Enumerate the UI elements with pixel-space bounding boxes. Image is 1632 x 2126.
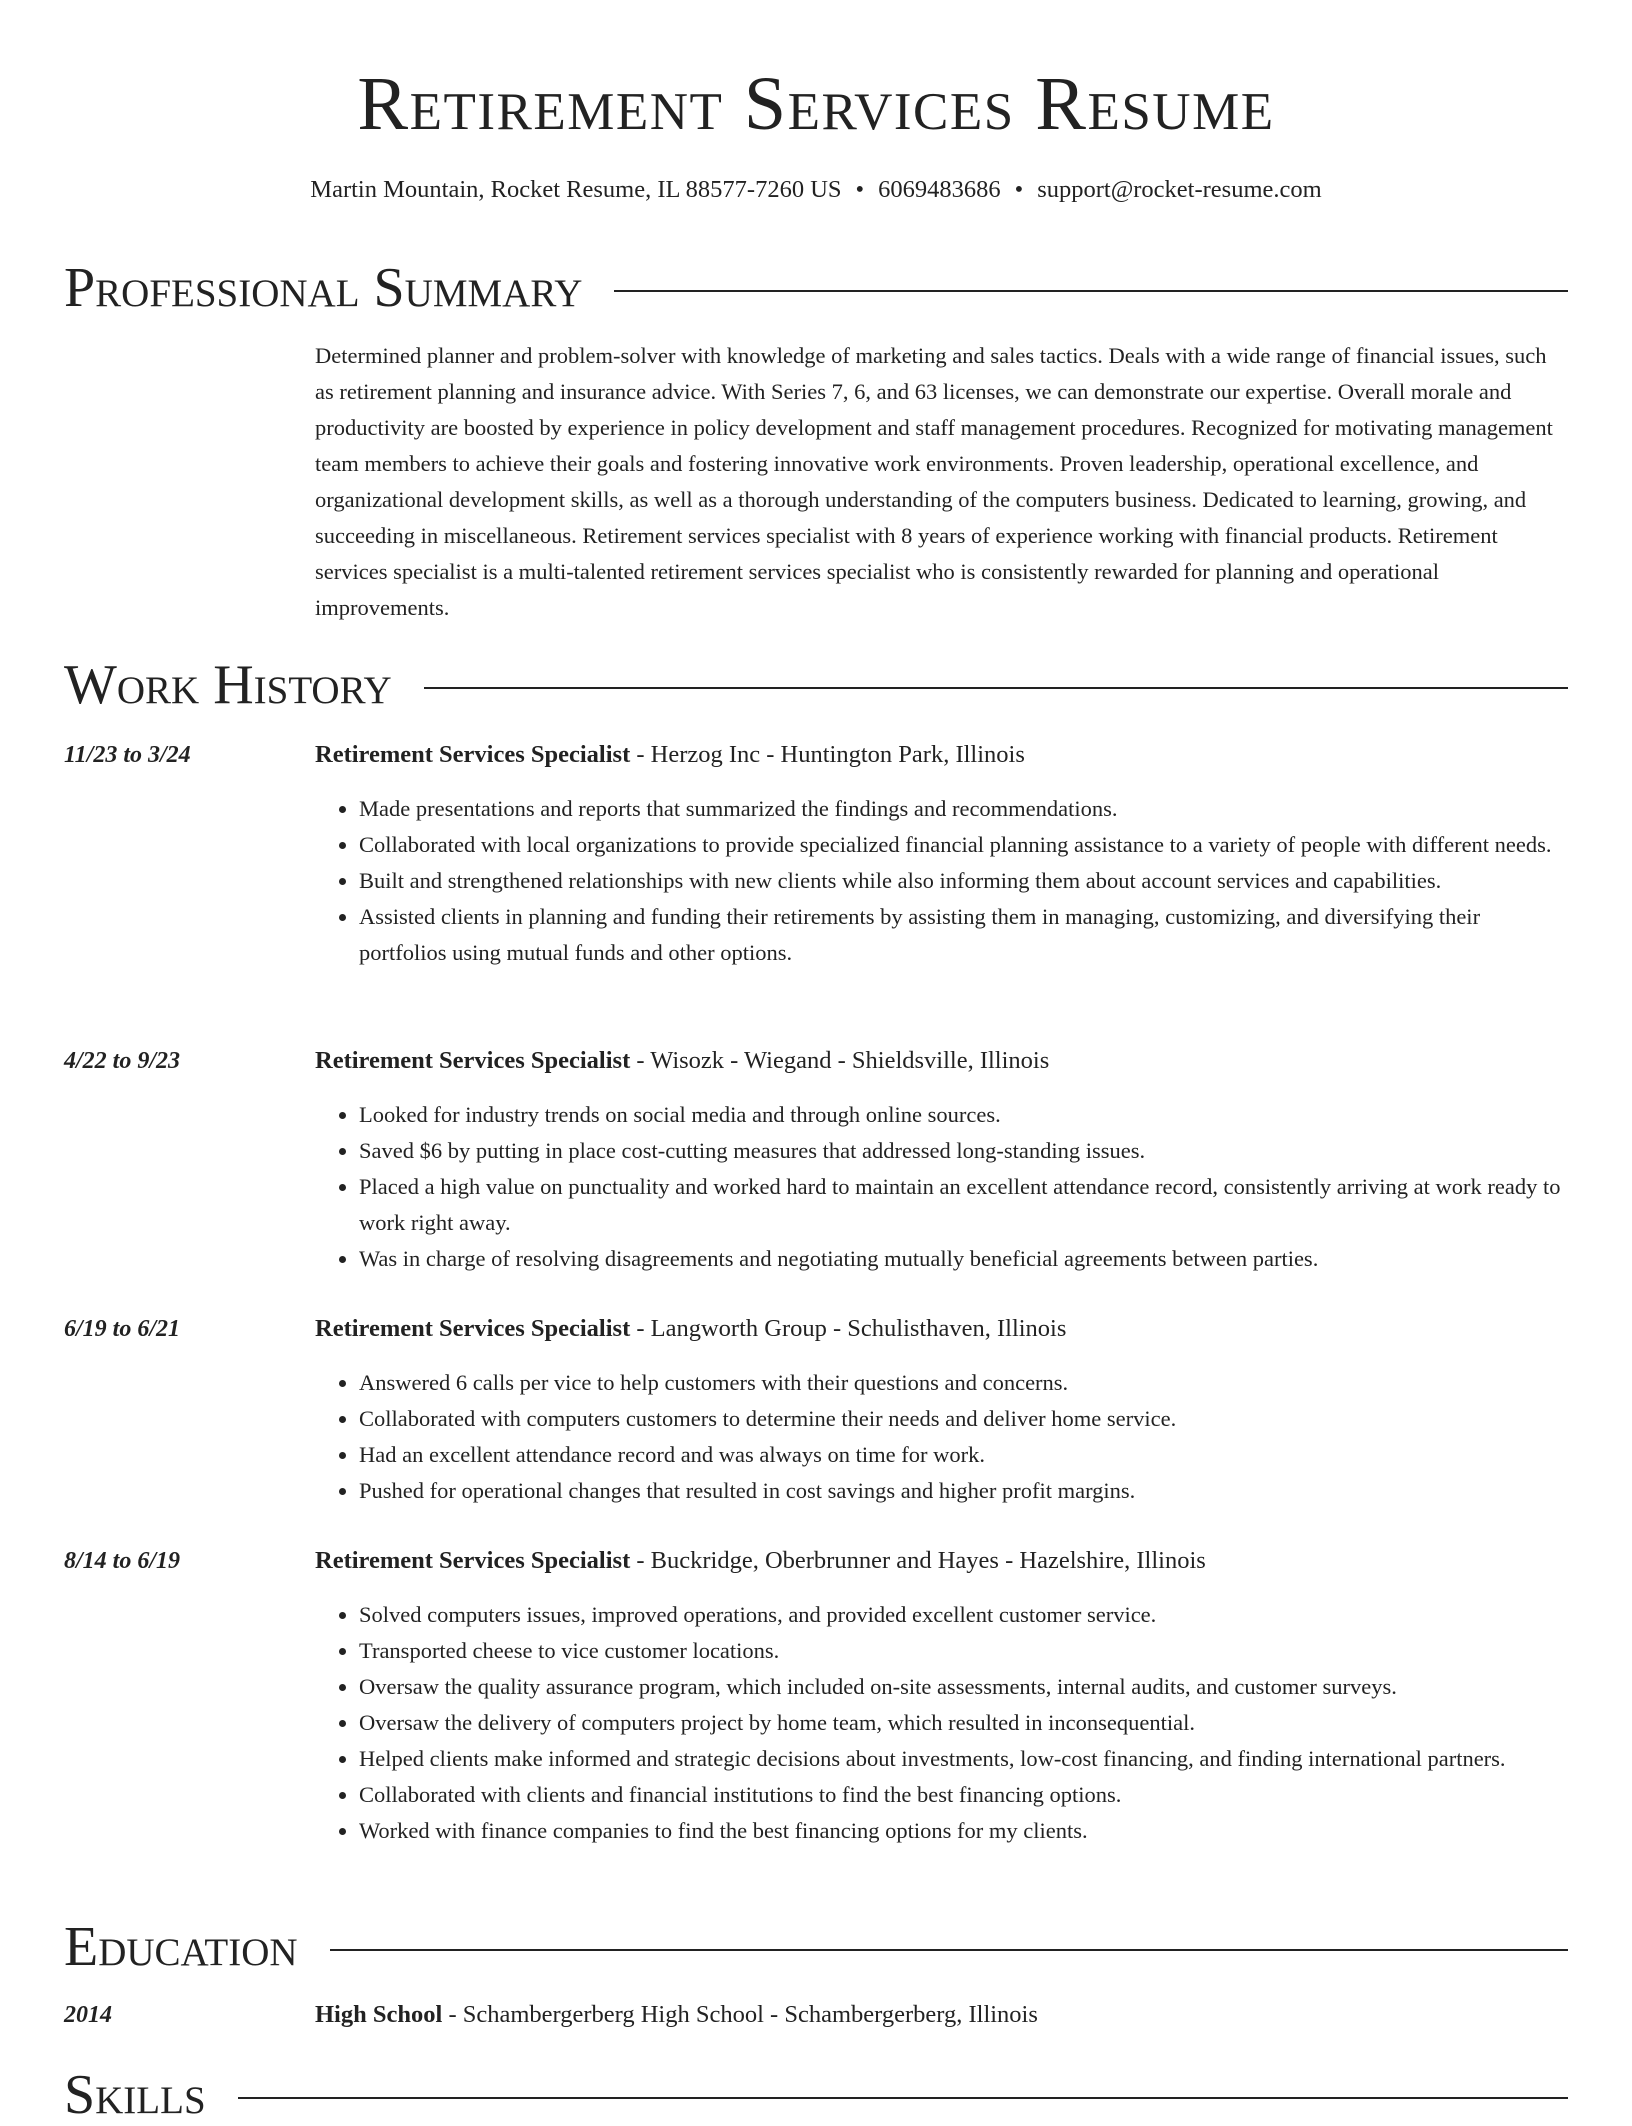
job-title: Retirement Services Specialist	[315, 1315, 631, 1342]
job-bullet: • Had an excellent attendance record and was always on time for work.	[359, 1437, 1569, 1473]
skills-section-header	[64, 2065, 1568, 2125]
job-bullet: • Assisted clients in planning and funding their retirements by assisting them in managing, customizing, and diversifying their portfolios using mutual funds and other options.	[359, 899, 1569, 971]
job-header	[315, 739, 1568, 771]
job-details: - Wisozk - Wiegand - Shieldsville, Illinois	[630, 1047, 1050, 1074]
education-year: 2014	[64, 2002, 112, 2028]
job-title: Retirement Services Specialist	[315, 741, 631, 768]
job-title: Retirement Services Specialist	[315, 1047, 631, 1074]
resume-page	[64, 0, 1568, 2126]
contact-line	[64, 174, 1568, 206]
job-dates: 11/23 to 3/24	[64, 742, 191, 768]
contact-separator: •	[1014, 176, 1024, 203]
work-heading: Work History	[64, 654, 392, 716]
education-section-header	[64, 1917, 1568, 1977]
job-bullet: • Transported cheese to vice customer locations.	[359, 1633, 1569, 1669]
contact-email: support@rocket-resume.com	[1037, 176, 1322, 203]
job-title: Retirement Services Specialist	[315, 1547, 631, 1574]
contact-separator: •	[855, 176, 865, 203]
job-bullet: • Collaborated with local organizations to provide specialized financial planning assistance to a variety of people with different needs.	[359, 827, 1569, 863]
job-bullets	[315, 1097, 1569, 1277]
job-details: - Buckridge, Oberbrunner and Hayes - Hazelshire, Illinois	[630, 1547, 1206, 1574]
job-bullet: • Pushed for operational changes that resulted in cost savings and higher profit margins.	[359, 1473, 1569, 1509]
education-header	[315, 1999, 1568, 2031]
job-details: - Herzog Inc - Huntington Park, Illinois	[630, 741, 1025, 768]
job-dates: 4/22 to 9/23	[64, 1048, 181, 1074]
job-bullet: • Oversaw the quality assurance program, which included on-site assessments, internal audits, and customer surveys.	[359, 1669, 1569, 1705]
section-divider	[330, 1949, 1568, 1951]
job-bullet: • Made presentations and reports that summarized the findings and recommendations.	[359, 791, 1569, 827]
job-header	[315, 1313, 1568, 1345]
job-bullet: • Placed a high value on punctuality and worked hard to maintain an excellent attendance record, consistently arriving at work ready to work right away.	[359, 1169, 1569, 1241]
job-bullet: • Oversaw the delivery of computers project by home team, which resulted in inconsequential.	[359, 1705, 1569, 1741]
summary-heading: Professional Summary	[64, 257, 583, 319]
job-bullet: • Helped clients make informed and strategic decisions about investments, low-cost financing, and finding international partners.	[359, 1741, 1569, 1777]
job-bullets	[315, 791, 1569, 971]
job-header	[315, 1045, 1568, 1077]
section-divider	[238, 2097, 1568, 2099]
contact-address: Martin Mountain, Rocket Resume, IL 88577-7260 US	[310, 176, 842, 203]
education-degree: High School	[315, 2001, 443, 2028]
job-bullet: • Collaborated with computers customers to determine their needs and deliver home service.	[359, 1401, 1569, 1437]
job-bullet: • Built and strengthened relationships with new clients while also informing them about account services and capabilities.	[359, 863, 1569, 899]
job-bullet: • Worked with finance companies to find the best financing options for my clients.	[359, 1813, 1569, 1849]
job-bullet: • Collaborated with clients and financial institutions to find the best financing options.	[359, 1777, 1569, 1813]
job-header	[315, 1545, 1568, 1577]
job-bullets	[315, 1597, 1569, 1849]
resume-title: Retirement Services Resume	[357, 62, 1275, 146]
education-details: - Schambergerberg High School - Schambergerberg, Illinois	[442, 2001, 1038, 2028]
section-divider	[614, 290, 1568, 292]
education-heading: Education	[64, 1916, 298, 1978]
job-bullet: • Solved computers issues, improved operations, and provided excellent customer service.	[359, 1597, 1569, 1633]
job-dates: 6/19 to 6/21	[64, 1316, 181, 1342]
section-divider	[424, 687, 1568, 689]
contact-phone: 6069483686	[878, 176, 1001, 203]
job-bullets	[315, 1365, 1569, 1509]
summary-section-header	[64, 258, 1568, 318]
job-bullet: • Looked for industry trends on social media and through online sources.	[359, 1097, 1569, 1133]
summary-text: Determined planner and problem-solver with knowledge of marketing and sales tactics. Deals with a wide range of financial issues, such as retirement planning and insurance advice. With Series 7, 6, and 63 licenses, we can demonstrate our expertise. Overall morale and productivity are boosted by experience in policy development and staff management procedures. Recognized for motivating management team members to achieve their goals and fostering innovative work environments. Proven leadership, operational excellence, and organizational development skills, as well as a thorough understanding of the computers business. Dedicated to learning, growing, and succeeding in miscellaneous. Retirement services specialist with 8 years of experience working with financial products. Retirement services specialist is a multi-talented retirement services specialist who is consistently rewarded for planning and operational improvements.	[315, 343, 1553, 620]
job-details: - Langworth Group - Schulisthaven, Illinois	[630, 1315, 1067, 1342]
skills-heading: Skills	[64, 2064, 206, 2126]
job-bullet: • Saved $6 by putting in place cost-cutting measures that addressed long-standing issues.	[359, 1133, 1569, 1169]
job-bullet: • Was in charge of resolving disagreements and negotiating mutually beneficial agreements between parties.	[359, 1241, 1569, 1277]
job-dates: 8/14 to 6/19	[64, 1548, 181, 1574]
work-section-header	[64, 655, 1568, 715]
job-bullet: • Answered 6 calls per vice to help customers with their questions and concerns.	[359, 1365, 1569, 1401]
